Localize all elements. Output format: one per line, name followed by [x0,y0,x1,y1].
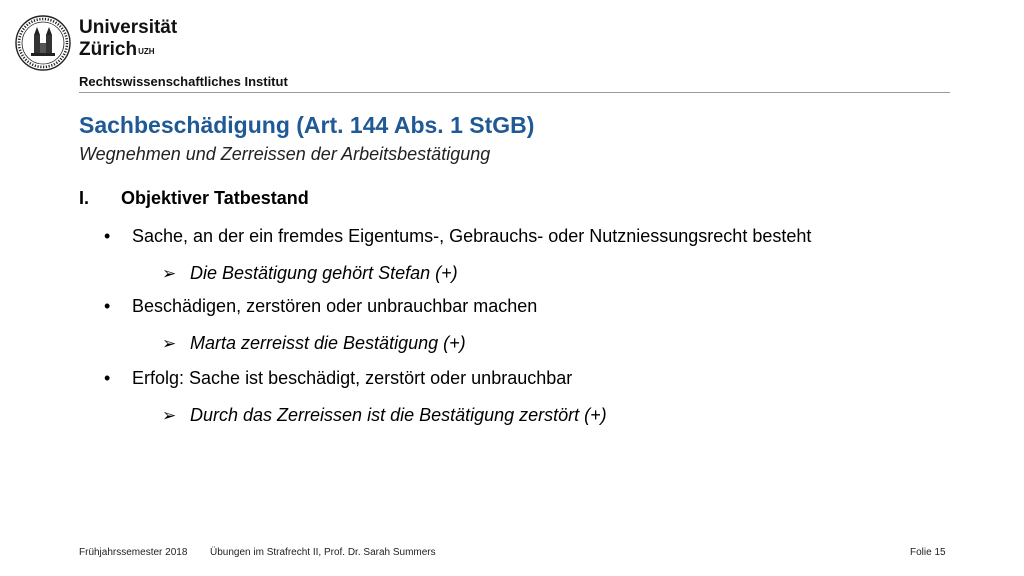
slide-subtitle: Wegnehmen und Zerreissen der Arbeitsbestätigung [79,144,491,164]
slide-title: Sachbeschädigung (Art. 144 Abs. 1 StGB) [79,112,535,138]
arrow-bullet-icon: ➢ [162,264,177,283]
footer-semester: Frühjahrssemester 2018 [79,547,188,558]
bullet-icon: • [104,226,111,246]
university-name-line2: Zürich [79,39,138,60]
section-number: I. [79,188,90,208]
institute-name: Rechtswissenschaftliches Institut [79,74,288,89]
arrow-text: Marta zerreisst die Bestätigung (+) [190,333,466,353]
arrow-bullet-icon: ➢ [162,334,177,353]
bullet-item [104,225,811,247]
header-divider [79,92,950,93]
university-abbrev: UZH [138,47,155,56]
bullet-text: Sache, an der ein fremdes Eigentums-, Gebrauchs- oder Nutzniessungsrecht besteht [132,226,812,246]
university-name [79,17,177,61]
bullet-item [104,295,537,317]
footer-course: Übungen im Strafrecht II, Prof. Dr. Sarah Summers [210,547,436,558]
bullet-item [104,367,572,389]
arrow-text: Durch das Zerreissen ist die Bestätigung zerstört (+) [190,405,607,425]
footer-slide-number: Folie 15 [910,547,946,558]
section-label: Objektiver Tatbestand [121,188,309,208]
university-name-line1: Universität [79,17,178,38]
bullet-icon: • [104,296,111,316]
arrow-bullet-icon: ➢ [162,406,177,425]
bullet-text: Beschädigen, zerstören oder unbrauchbar machen [132,296,538,316]
bullet-text: Erfolg: Sache ist beschädigt, zerstört oder unbrauchbar [132,368,573,388]
arrow-text: Die Bestätigung gehört Stefan (+) [190,263,458,283]
university-seal-icon [15,15,71,71]
section-heading [79,188,309,209]
arrow-item [162,404,607,427]
arrow-item [162,332,466,355]
arrow-item [162,262,458,285]
bullet-icon: • [104,368,111,388]
